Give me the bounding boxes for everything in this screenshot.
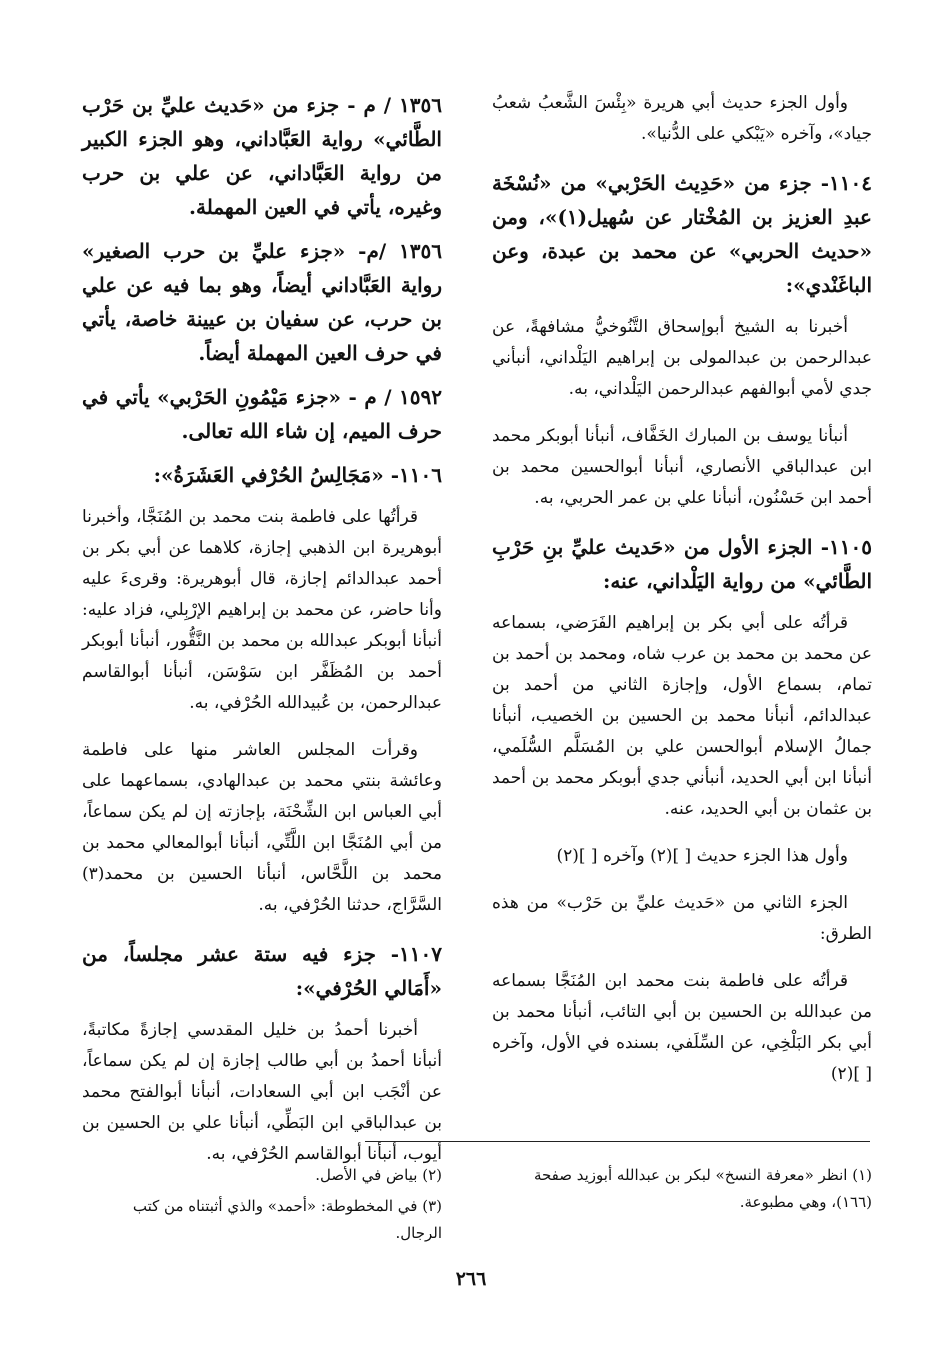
footnote-1: (١) انظر «معرفة النسخ» لبكر بن عبدالله أبوزيد صفحة (١٦٦)، وهي مطبوعة. (533, 1166, 872, 1211)
paragraph: وقرأت المجلس العاشر منها على فاطمة وعائشة بنتي محمد بن عبدالهادي، بسماعهما على أبي العباس ابن الشِّحْنَة، بإجازته إن لم يكن سماعاً، من أبي المُنَجَّا ابن اللَّتِّي، أنبأنا أبوالمعالي محمد بن محمد بن اللَّحَّاس، أنبأنا الحسين بن محمد(٣) السَّرَّاج، حدثنا الحُرْفي، به. (82, 740, 442, 915)
entry-heading-1592: ١٥٩٢ / م - «جزء مَيْمُونِ الحَرْبي» يأتي في حرف الميم، إن شاء الله تعالى. (82, 385, 442, 443)
paragraph: قرأتُه على فاطمة بنت محمد ابن المُنَجَّا بسماعه من عبدالله بن الحسين بن أبي التائب، أنبأنا محمد بن أبي بكر البَلْخِي، عن السِّلَفي، بسنده في الأول، وآخره [ ](٢) (492, 971, 872, 1084)
paragraph: أنبأنا يوسف بن المبارك الخَفَّاف، أنبأنا أبوبكر محمد ابن عبدالباقي الأنصاري، أنبأنا أبوالحسين محمد بن أحمد ابن حَسْنُون، أنبأنا علي بن عمر الحربي، به. (492, 426, 872, 508)
paragraph: الجزء الثاني من «حَديث عليِّ بن حَرْب» من هذه الطرق: (492, 893, 872, 944)
footnote-3: (٣) في المخطوطة: «أحمد» والذي أثبتناه من كتب الرجال. (132, 1197, 442, 1242)
entry-heading-1356a: ١٣٥٦ / م - جزء من «حَديث عليِّ بن حَرْب الطَّائي» رواية العَبَّاداني، وهو الجزء الكبير من رواية العَبَّاداني، عن علي بن حرب وغيره، يأتي في العين المهملة. (82, 93, 442, 219)
entry-heading-1107: ١١٠٧- جزء فيه ستة عشر مجلساً، من «أَمَالي الحُرْفي»: (82, 942, 442, 1000)
footnotes-right (492, 1162, 872, 1220)
paragraph: وأول هذا الجزء حديث [ ](٢) وآخره [ ](٢) (556, 846, 848, 866)
paragraph: أخبرنا أحمدُ بن خليل المقدسي إجازةً مكاتبةً، أنبأنا أحمدُ بن أبي طالب إجازة إن لم يكن سماعاً، عن أنْجَب ابن أبي السعادات، أنبأنا أبوالفتح محمد بن عبدالباقي ابن البَطِّي، أنبأنا علي بن الحسين بن أيوب، أنبأنا أبوالقاسم الحُرْفي، به. (82, 1020, 442, 1164)
page-number: ٢٦٦ (455, 1268, 487, 1290)
left-column (82, 88, 442, 1186)
entry-heading-1105: ١١٠٥- الجزء الأول من «حَديث عليِّ بنِ حَرْبِ الطَّائي» من رواية اليَلْداني، عنه: (492, 535, 872, 593)
paragraph: قرأتُه على أبي بكر بن إبراهيم الفَرَضي، بسماعه عن محمد بن محمد بن عرب شاه، ومحمد بن أحمد بن تمام، بسماع الأول، وإجازة الثاني من أحمد بن عبدالدائم، أنبأنا محمد بن الحسين بن الخصيب، أنبأنا جمالُ الإسلام أبوالحسن علي بن المُسَلَّم السُّلَمي، أنبأنا ابن أبي الحديد، أنبأني جدي أبوبكر محمد بن أحمد بن عثمان بن أبي الحديد، عنه. (492, 613, 872, 819)
entry-heading-1356b: ١٣٥٦ /م- «جزء عليِّ بن حرب الصغير» رواية العَبَّاداني أيضاً، وهو بما فيه عن علي بن حرب، عن سفيان بن عيينة خاصة، يأتي في حرف العين المهملة أيضاً. (82, 239, 442, 365)
entry-heading-1106: ١١٠٦- «مَجَالِسُ الحُرْفي العَشَرَةُ»: (153, 463, 442, 487)
right-column (492, 88, 872, 1106)
paragraph: أخبرنا به الشيخ أبوإسحاق التَّنُوخيُّ مشافهةً، عن عبدالرحمن بن عبدالمولى بن إبراهيم اليَلْداني، أنبأني جدي لأمي أبوالفهم عبدالرحمن اليَلْداني، به. (492, 317, 872, 399)
footnote-divider (365, 1141, 870, 1142)
paragraph: وأول الجزء حديث أبي هريرة «بِئْسَ الشَّعبُ شعبُ جياد»، وآخره «يَبْكي على الدُّنيا». (492, 93, 872, 144)
footnote-2: (٢) بياض في الأصل. (315, 1166, 442, 1184)
entry-heading-1104: ١١٠٤- جزء من «حَدِيث الحَرْبي» من «نُسْخَة عبدِ العزيز بن المُخْتار عن سُهيل(١)»، ومن «حديث الحربي» عن محمد بن عبدة، وعن الباغَنْدي»: (492, 171, 872, 297)
footnotes-left (82, 1162, 442, 1251)
paragraph: قرأتُها على فاطمة بنت محمد بن المُنَجَّا، وأخبرنا أبوهريرة ابن الذهبي إجازة، كلاهما عن أبي بكر بن أحمد عبدالدائم إجازة، قال أبوهريرة: وقرىءَ عليه وأنا حاضر، عن محمد بن إبراهيم الإرْبِلي، فزاد عليه: أنبأنا أبوبكر عبدالله بن محمد بن النَّقُّور، أنبأنا أبوبكر أحمد بن المُظَفَّر ابن سَوْسَن، أنبأنا أبوالقاسم عبدالرحمن، بن عُبيدالله الحُرْفي، به. (82, 507, 442, 713)
